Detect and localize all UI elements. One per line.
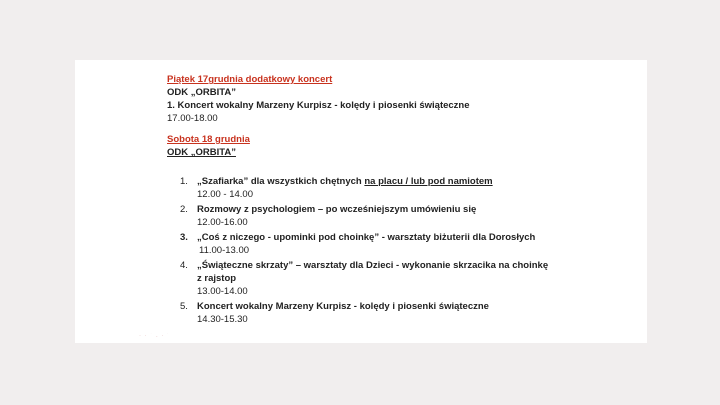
item-title-continuation: z rajstop — [197, 273, 237, 284]
item-time: 12.00-16.00 — [197, 217, 248, 228]
list-item — [167, 259, 637, 272]
document-page — [75, 60, 647, 343]
item-number: 1. — [180, 176, 188, 187]
item-title: „Coś z niczego - upominki pod choinkę” - warsztaty biżuterii dla Dorosłych — [197, 232, 536, 243]
saturday-venue: ODK „ORBITA” — [167, 147, 236, 158]
document-content — [167, 73, 637, 326]
item-number: 2. — [180, 204, 188, 215]
item-time: 12.00 - 14.00 — [197, 189, 253, 200]
item-number: 4. — [180, 260, 188, 271]
item-title: Koncert wokalny Marzeny Kurpisz - kolędy i piosenki świąteczne — [197, 301, 489, 312]
item-time: 11.00-13.00 — [199, 245, 250, 256]
item-time: 14.30-15.30 — [197, 314, 248, 325]
item-title: „Szafiarka” dla wszystkich chętnych — [197, 176, 365, 187]
list-item — [167, 231, 637, 244]
friday-heading: Piątek 17grudnia dodatkowy koncert — [167, 74, 333, 85]
item-time: 13.00-14.00 — [197, 286, 248, 297]
item-location: na placu / lub pod namiotem — [364, 176, 493, 187]
item-title: „Świąteczne skrzaty” – warsztaty dla Dzieci - wykonanie skrzacika na choinkę — [197, 260, 549, 271]
list-item — [167, 203, 637, 216]
saturday-heading: Sobota 18 grudnia — [167, 134, 250, 145]
item-title: Rozmowy z psychologiem – po wcześniejszym umówieniu się — [197, 204, 477, 215]
list-item — [167, 300, 637, 313]
saturday-event-list — [167, 175, 637, 326]
list-item — [167, 175, 637, 188]
scan-noise-decoration: · · ˙ . · ˙ — [139, 333, 170, 339]
item-number: 3. — [180, 232, 188, 243]
item-number: 5. — [180, 301, 188, 312]
friday-event: 1. Koncert wokalny Marzeny Kurpisz - kolędy i piosenki świąteczne — [167, 100, 470, 111]
friday-time: 17.00-18.00 — [167, 113, 218, 124]
friday-venue: ODK „ORBITA” — [167, 87, 236, 98]
